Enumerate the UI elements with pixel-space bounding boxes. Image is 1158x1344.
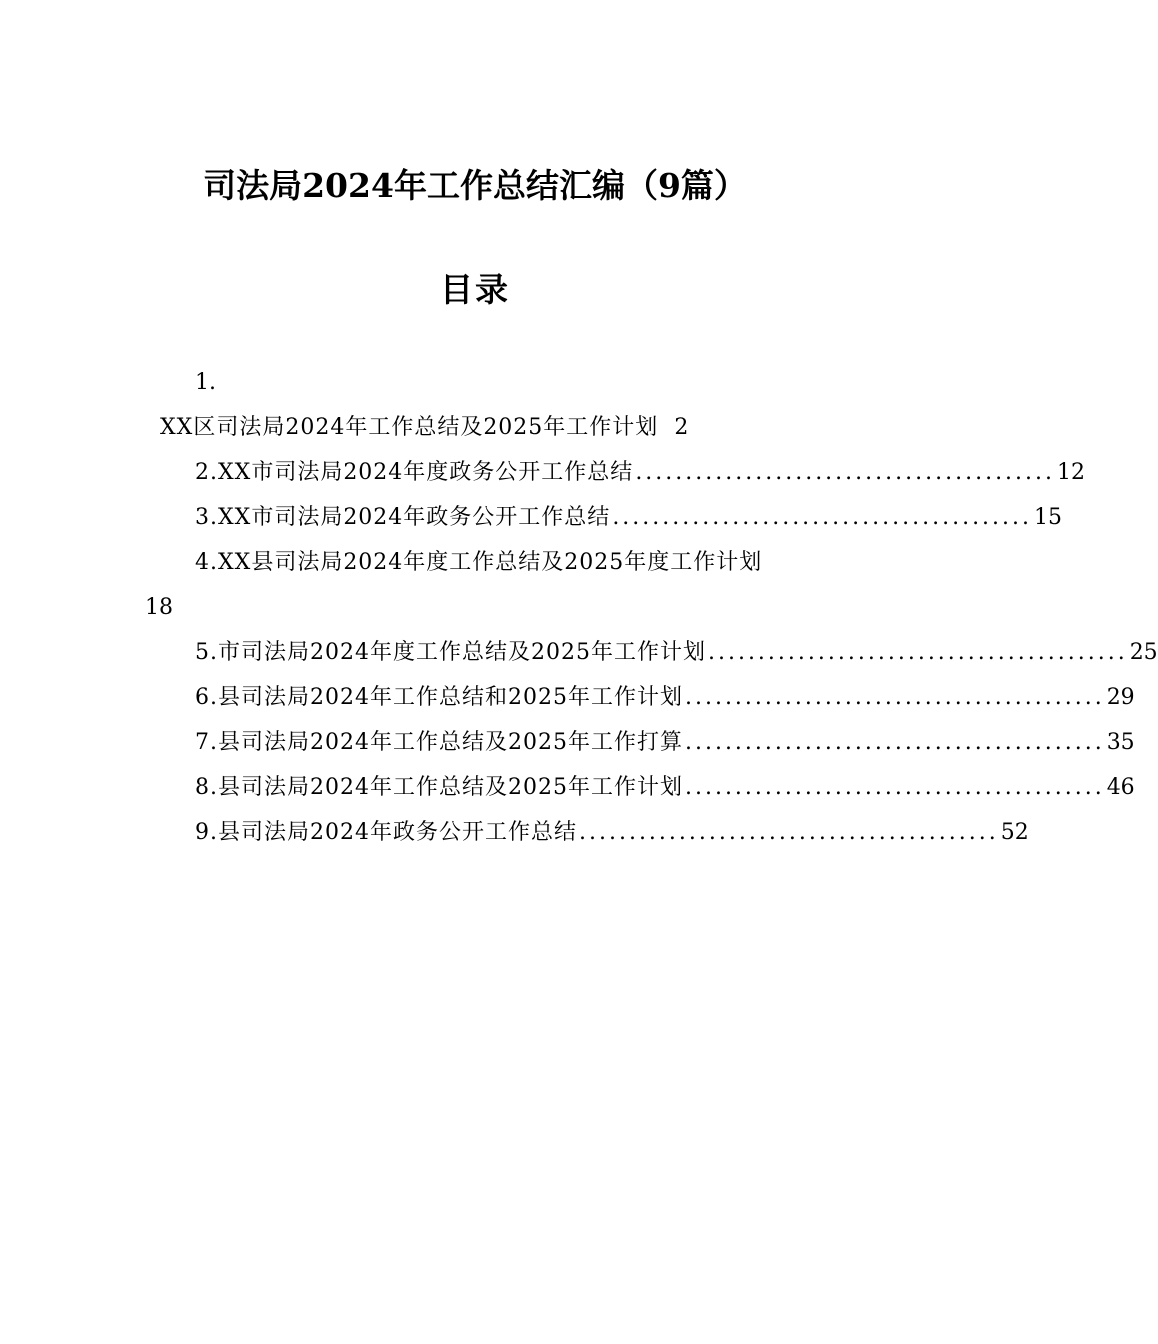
toc-entry-label: 2.XX市司法局2024年度政务公开工作总结 xyxy=(195,460,634,485)
toc-entry-9[interactable] xyxy=(195,816,1029,850)
toc-entry-page: 12 xyxy=(1057,460,1086,485)
toc-entry-label: 6.县司法局2024年工作总结和2025年工作计划 xyxy=(195,685,683,710)
toc-leader-dots: .......................................... xyxy=(684,685,1105,710)
toc-entry-1-number[interactable]: 1. xyxy=(195,370,216,395)
toc-leader-dots: .......................................... xyxy=(635,460,1056,485)
toc-entry-4[interactable]: 4.XX县司法局2024年度工作总结及2025年度工作计划 xyxy=(195,550,763,575)
toc-entry-page: 29 xyxy=(1106,685,1135,710)
toc-entry-label: 5.市司法局2024年度工作总结及2025年工作计划 xyxy=(195,640,706,665)
toc-entry-2[interactable] xyxy=(195,456,1086,490)
toc-entry-page: 25 xyxy=(1129,640,1158,665)
toc-entry-8[interactable] xyxy=(195,771,1135,805)
toc-entry-label: 8.县司法局2024年工作总结及2025年工作计划 xyxy=(195,775,683,800)
toc-entry-4-page: 18 xyxy=(145,595,173,620)
toc-entry-label: 7.县司法局2024年工作总结及2025年工作打算 xyxy=(195,730,683,755)
page-title: 司法局2024年工作总结汇编（9篇） xyxy=(203,166,747,205)
toc-entry-label: 3.XX市司法局2024年政务公开工作总结 xyxy=(195,505,611,530)
toc-entry-5[interactable] xyxy=(195,636,1158,670)
toc-entry-page: 35 xyxy=(1106,730,1135,755)
toc-entry-page: 15 xyxy=(1034,505,1063,530)
toc-heading: 目录 xyxy=(440,270,510,309)
toc-leader-dots: .......................................... xyxy=(684,775,1105,800)
toc-entry-1-label: XX区司法局2024年工作总结及2025年工作计划 xyxy=(160,415,659,440)
toc-leader-dots: .......................................... xyxy=(707,640,1128,665)
toc-entry-page: 52 xyxy=(1000,820,1029,845)
toc-leader-dots: .......................................... xyxy=(578,820,999,845)
toc-entry-1-page: 2 xyxy=(674,415,690,440)
toc-entry-7[interactable] xyxy=(195,726,1135,760)
toc-entry-6[interactable] xyxy=(195,681,1135,715)
toc-leader-dots: .......................................... xyxy=(612,505,1033,530)
toc-leader-dots: .......................................... xyxy=(684,730,1105,755)
toc-entry-page: 46 xyxy=(1106,775,1135,800)
toc-entry-label: 9.县司法局2024年政务公开工作总结 xyxy=(195,820,577,845)
toc-entry-3[interactable] xyxy=(195,501,1063,535)
toc-entry-1[interactable] xyxy=(160,411,689,445)
